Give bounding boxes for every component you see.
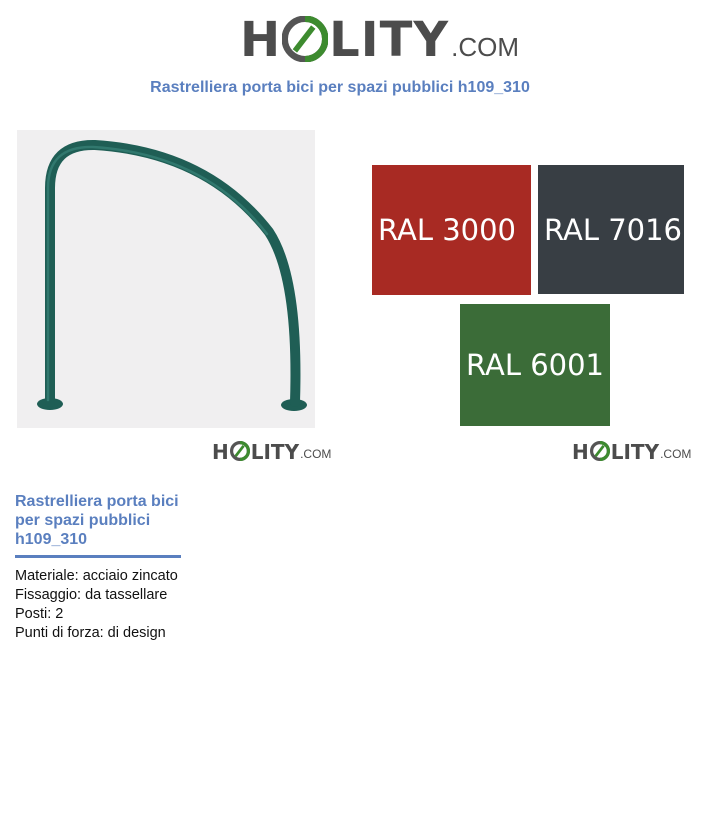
color-swatch-ral-6001: [460, 304, 610, 426]
logo-letter-h: H: [572, 440, 589, 464]
logo-domain: .COM: [660, 447, 692, 461]
logo-o-icon: [282, 16, 328, 62]
logo-letters-lity: LITY: [610, 440, 660, 464]
spec-item-posti: Posti: 2: [15, 606, 64, 622]
logo-letter-h: H: [240, 12, 282, 68]
spec-item-punti-di-forza: Punti di forza: di design: [15, 625, 166, 641]
logo-domain: .COM: [300, 447, 332, 461]
swatch-label: RAL 3000: [378, 213, 516, 247]
logo-o-icon: [230, 441, 250, 461]
holity-logo: [240, 12, 520, 68]
color-swatch-ral-3000: [372, 165, 531, 295]
logo-domain: .COM: [451, 32, 520, 62]
product-title: Rastrelliera porta bici per spazi pubblici h109_310: [15, 492, 181, 558]
color-swatch-ral-7016: [538, 165, 684, 294]
holity-logo-small: [212, 438, 331, 462]
page-title: Rastrelliera porta bici per spazi pubblici h109_310: [150, 79, 530, 96]
bike-rack-image: [17, 130, 315, 428]
logo-o-icon: [590, 441, 610, 461]
logo-letter-h: H: [212, 440, 229, 464]
swatch-label: RAL 6001: [466, 348, 604, 382]
product-image: [17, 130, 315, 428]
spec-item-fissaggio: Fissaggio: da tassellare: [15, 587, 168, 603]
product-info: [15, 492, 181, 643]
logo-letters-lity: LITY: [250, 440, 300, 464]
logo-letters-lity: LITY: [329, 12, 450, 68]
swatch-label: RAL 7016: [544, 212, 682, 247]
holity-logo-small: [572, 438, 691, 462]
spec-list: [15, 567, 181, 643]
spec-item-materiale: Materiale: acciaio zincato: [15, 568, 178, 584]
